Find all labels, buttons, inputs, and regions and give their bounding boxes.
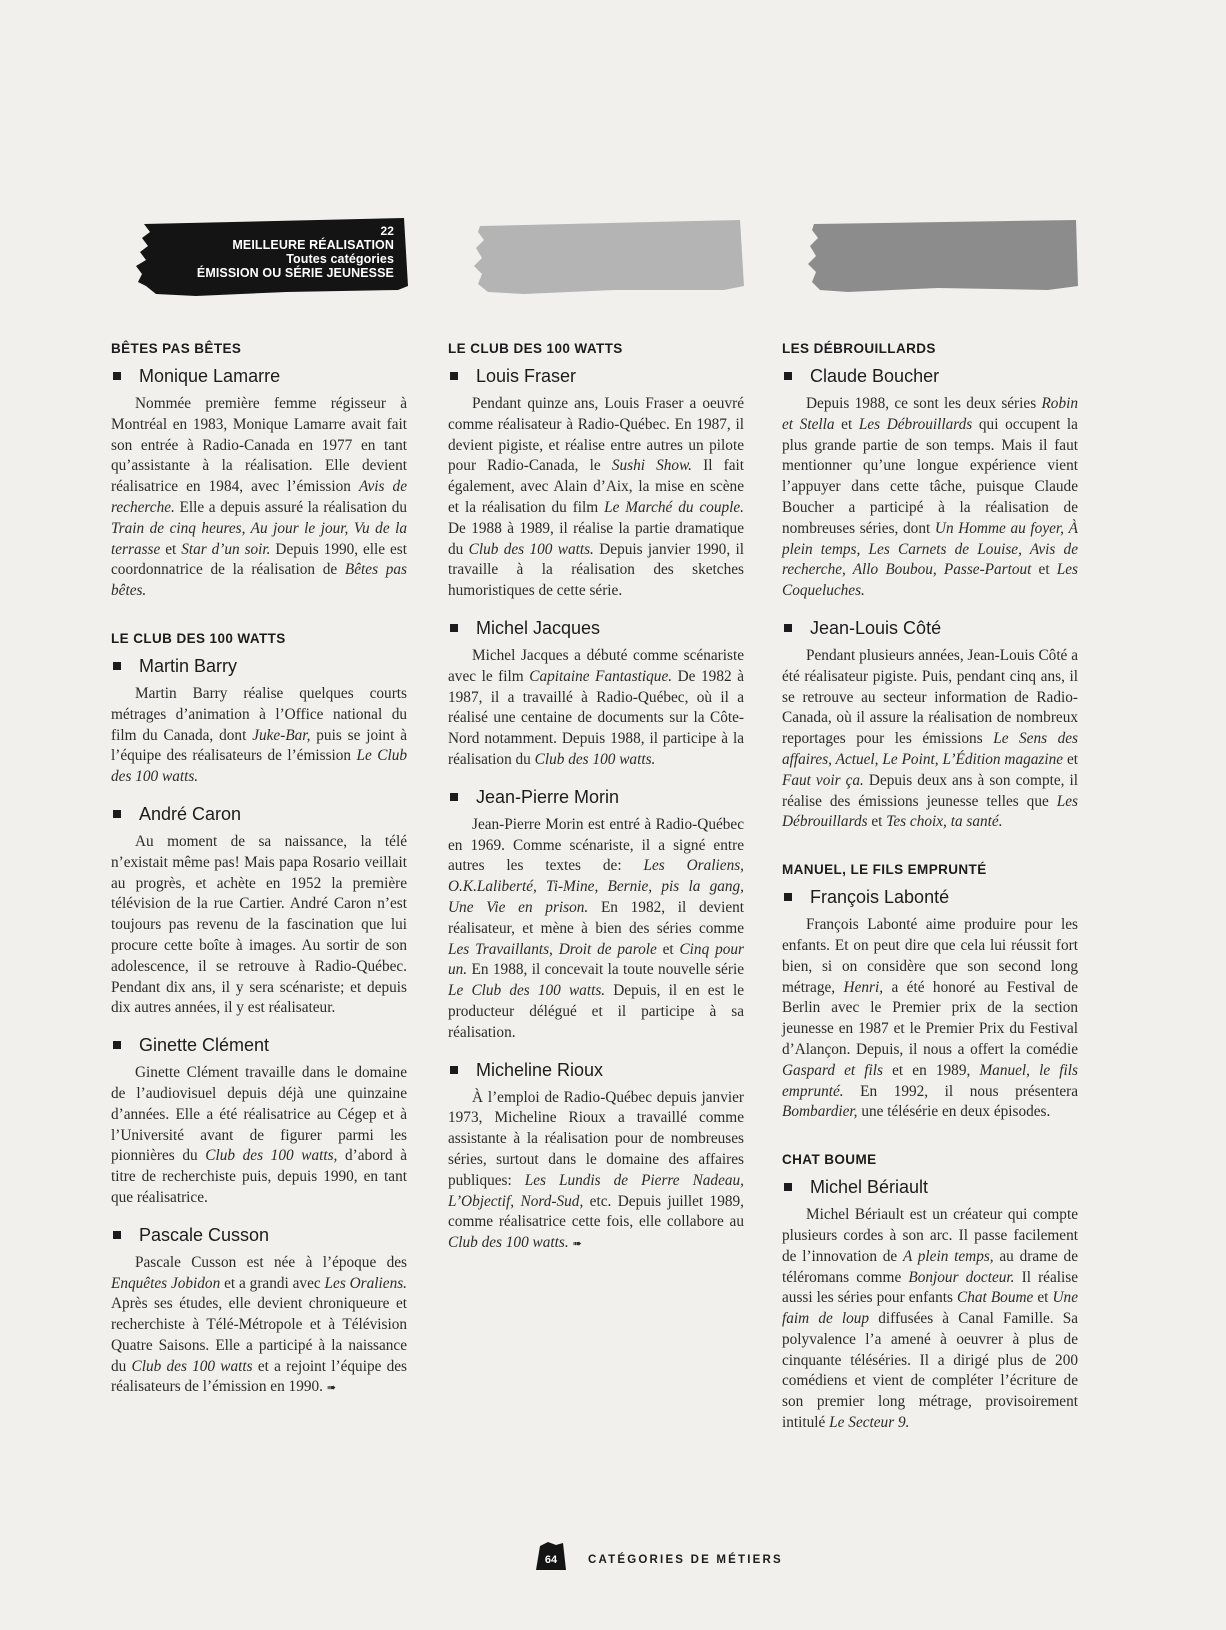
square-bullet-icon	[450, 624, 458, 632]
bio-paragraph: Pendant plusieurs années, Jean-Louis Côté a été réalisateur pigiste. Puis, pendant cinq ans, il se retrouve au secteur information de Radio-Canada, où il assure la réalisation de nombreux reportages pour les émissions Le Sens des affaires, Actuel, Le Point, L’Édition magazine et Faut voir ça. Depuis deux ans à son compte, il réalise des émissions jeunesse telles que Les Débrouillards et Tes choix, ta santé.	[782, 646, 1078, 831]
person-heading	[111, 364, 407, 388]
person-heading	[111, 1033, 407, 1057]
bio-paragraph: Martin Barry réalise quelques courts métrages d’animation à l’Office national du film du Canada, dont Juke-Bar, puis se joint à l’équipe des réalisateurs de l’émission Le Club des 100 watts.	[111, 684, 407, 786]
person-heading	[448, 616, 744, 640]
square-bullet-icon	[113, 372, 121, 380]
section-title: LE CLUB DES 100 WATTS	[448, 341, 623, 356]
section-title: LE CLUB DES 100 WATTS	[111, 630, 286, 646]
brush-stroke-medium	[808, 216, 1078, 300]
spacer	[111, 602, 407, 630]
spacer	[782, 833, 1078, 861]
person-name: Jean-Pierre Morin	[476, 786, 620, 807]
person-name: Louis Fraser	[476, 366, 577, 386]
bio-paragraph: À l’emploi de Radio-Québec depuis janvier 1973, Micheline Rioux a travaillé comme assistante à la réalisation pour de nombreuses séries, surtout dans le domaine des affaires publiques: Les Lundis de Pierre Nadeau, L’Objectif, Nord-Sud, etc. Depuis juillet 1989, comme réalisatrice cette fois, elle collabore au Club des 100 watts. ➠	[448, 1088, 744, 1252]
person-name: Pascale Cusson	[139, 1224, 270, 1245]
column-1	[111, 340, 407, 1399]
bio-paragraph: Michel Bériault est un créateur qui compte plusieurs cordes à son arc. Il passe facilement de l’innovation de A plein temps, au drame de téléromans comme Bonjour docteur. Il réalise aussi les séries pour enfants Chat Boume et Une faim de loup diffusées à Canal Famille. Sa polyvalence l’a amené à oeuvrer à plus de cinquante téléséries. Il a dirigé plus de 200 comédiens et vient de compléter l’écriture de son premier long métrage, provisoirement intitulé Le Secteur 9.	[782, 1206, 1079, 1432]
page-footer	[536, 1538, 783, 1570]
bio-paragraph: Nommée première femme régisseur à Montréal en 1983, Monique Lamarre avait fait son entrée à Radio-Canada en 1977 en tant qu’assistante à la réalisation. Elle devient réalisatrice en 1984, avec l’émission Avis de recherche. Elle a depuis assuré la réalisation du Train de cinq heures, Au jour le jour, Vu de la terrasse et Star d’un soir. Depuis 1990, elle est coordonnatrice de la réalisation de Bêtes pas bêtes.	[111, 395, 407, 600]
bio-paragraph: Pascale Cusson est née à l’époque des Enquêtes Jobidon et a grandi avec Les Oraliens. Après ses études, elle devient chroniqueure et recherchiste à Télé-Métropole et à Télévision Quatre Saisons. Elle a participé à la naissance du Club des 100 watts et a rejoint l’équipe des réalisateurs de l’émission en 1990. ➠	[111, 1253, 408, 1396]
page-number: 64	[544, 1554, 558, 1566]
square-bullet-icon	[450, 372, 458, 380]
square-bullet-icon	[450, 1066, 458, 1074]
person-heading	[782, 885, 1078, 909]
column-2	[448, 340, 744, 1255]
section-title: CHAT BOUME	[782, 1152, 877, 1168]
square-bullet-icon	[784, 624, 792, 632]
person-heading	[448, 364, 744, 388]
page-number-badge	[536, 1540, 566, 1570]
person-name: Michel Bériault	[810, 1177, 929, 1198]
banner-line-3: ÉMISSION OU SÉRIE JEUNESSE	[196, 266, 394, 280]
person-name: Monique Lamarre	[139, 366, 281, 386]
spacer	[448, 1044, 744, 1058]
section-title: MANUEL, LE FILS EMPRUNTÉ	[782, 862, 987, 878]
bio-paragraph: Jean-Pierre Morin est entré à Radio-Québec en 1969. Comme scénariste, il a signé entre autres les textes de: Les Oraliens, O.K.Laliberté, Ti-Mine, Bernie, pis la gang, Une Vie en prison. En 1982, il devient réalisateur, et mène à bien des séries comme Les Travaillants, Droit de parole et Cinq pour un. En 1988, il concevait la toute nouvelle série Le Club des 100 watts. Depuis, il en est le producteur délégué et il participe à sa réalisation.	[448, 815, 745, 1041]
person-name: André Caron	[139, 803, 242, 824]
spacer	[448, 771, 744, 785]
person-name: Jean-Louis Côté	[810, 617, 942, 638]
square-bullet-icon	[113, 810, 121, 818]
brush-stroke-light	[474, 216, 744, 300]
spacer	[111, 1019, 407, 1033]
bio-paragraph: Ginette Clément travaille dans le domaine de l’audiovisuel depuis déjà une quinzaine d’années. Elle a été réalisatrice au Cégep et à l’Université avant de figurer parmi les pionnières du Club des 100 watts, d’abord à titre de recherchiste puis, depuis 1990, en tant que réalisatrice.	[111, 1064, 408, 1206]
spacer	[782, 1123, 1078, 1151]
person-heading	[111, 1223, 407, 1247]
column-3	[782, 340, 1078, 1434]
person-heading	[782, 616, 1078, 640]
person-heading	[448, 1058, 744, 1082]
banner-number: 22	[380, 224, 394, 238]
category-banner	[136, 216, 408, 300]
spacer	[111, 788, 407, 802]
bio-paragraph: Depuis 1988, ce sont les deux séries Robin et Stella et Les Débrouillards qui occupent la plus grande partie de son temps. Mais il faut mentionner qu’une longue expérience vient l’appuyer dans cette tâche, puisque Claude Boucher a participé à la réalisation de nombreuses séries, dont Un Homme au foyer, À plein temps, Les Carnets de Louise, Avis de recherche, Allo Boubou, Passe-Partout et Les Coqueluches.	[782, 395, 1078, 600]
square-bullet-icon	[113, 662, 121, 670]
person-name: Micheline Rioux	[476, 1059, 604, 1080]
bio-paragraph: Pendant quinze ans, Louis Fraser a oeuvré comme réalisateur à Radio-Québec. En 1987, il devient pigiste, et réalise entre autres un pilote pour Radio-Canada, le Sushi Show. Il fait également, avec Alain d’Aix, la mise en scène et la réalisation du film Le Marché du couple. De 1988 à 1989, il réalise la partie dramatique du Club des 100 watts. Depuis janvier 1990, il travaille à la réalisation des sketches humoristiques de cette série.	[448, 395, 744, 600]
bio-paragraph: Michel Jacques a débuté comme scénariste avec le film Capitaine Fantastique. De 1982 à 1987, il a travaillé à Radio-Québec, où il a réalisé une centaine de documents sur la Côte-Nord notamment. Depuis 1988, il participe à la réalisation du Club des 100 watts.	[448, 646, 744, 768]
person-heading	[782, 364, 1078, 388]
square-bullet-icon	[784, 1183, 792, 1191]
square-bullet-icon	[784, 893, 792, 901]
person-name: Ginette Clément	[139, 1035, 270, 1056]
section-title: LES DÉBROUILLARDS	[782, 341, 936, 356]
square-bullet-icon	[113, 1041, 121, 1049]
person-heading	[448, 785, 744, 809]
banner-text	[197, 224, 394, 280]
spacer	[782, 602, 1078, 616]
square-bullet-icon	[784, 372, 792, 380]
bio-paragraph: Au moment de sa naissance, la télé n’existait même pas! Mais papa Rosario veillait au progrès, et achète en 1952 la première télévision de la rue Cartier. André Caron n’est toujours pas revenu de la fascination que lui procure cette boîte à images. Au sortir de son adolescence, il se retrouve à Radio-Québec. Pendant dix ans, il y sera scénariste; et depuis dix autres années, il y est réalisateur.	[111, 832, 407, 1017]
spacer	[448, 602, 744, 616]
person-name: Michel Jacques	[476, 617, 601, 638]
person-name: Claude Boucher	[810, 366, 940, 386]
banner-line-1: MEILLEURE RÉALISATION	[232, 238, 394, 252]
person-heading	[111, 654, 407, 678]
spacer	[111, 1209, 407, 1223]
person-name: Martin Barry	[139, 655, 238, 676]
banner-line-2: Toutes catégories	[286, 252, 394, 266]
person-heading	[111, 802, 407, 826]
bio-paragraph: François Labonté aime produire pour les enfants. Et on peut dire que cela lui réussit fort bien, si on considère que son second long métrage, Henri, a été honoré au Festival de Berlin avec le Premier prix de la section jeunesse en 1987 et le Premier Prix du Festival d’Alançon. Depuis, il nous a offert la comédie Gaspard et fils et en 1989, Manuel, le fils emprunté. En 1992, il nous présentera Bombardier, une télésérie en deux épisodes.	[782, 916, 1078, 1121]
square-bullet-icon	[113, 1231, 121, 1239]
person-name: François Labonté	[810, 887, 950, 908]
footer-label: CATÉGORIES DE MÉTIERS	[588, 1554, 783, 1566]
square-bullet-icon	[450, 793, 458, 801]
person-heading	[782, 1175, 1078, 1199]
section-title: BÊTES PAS BÊTES	[111, 341, 242, 356]
